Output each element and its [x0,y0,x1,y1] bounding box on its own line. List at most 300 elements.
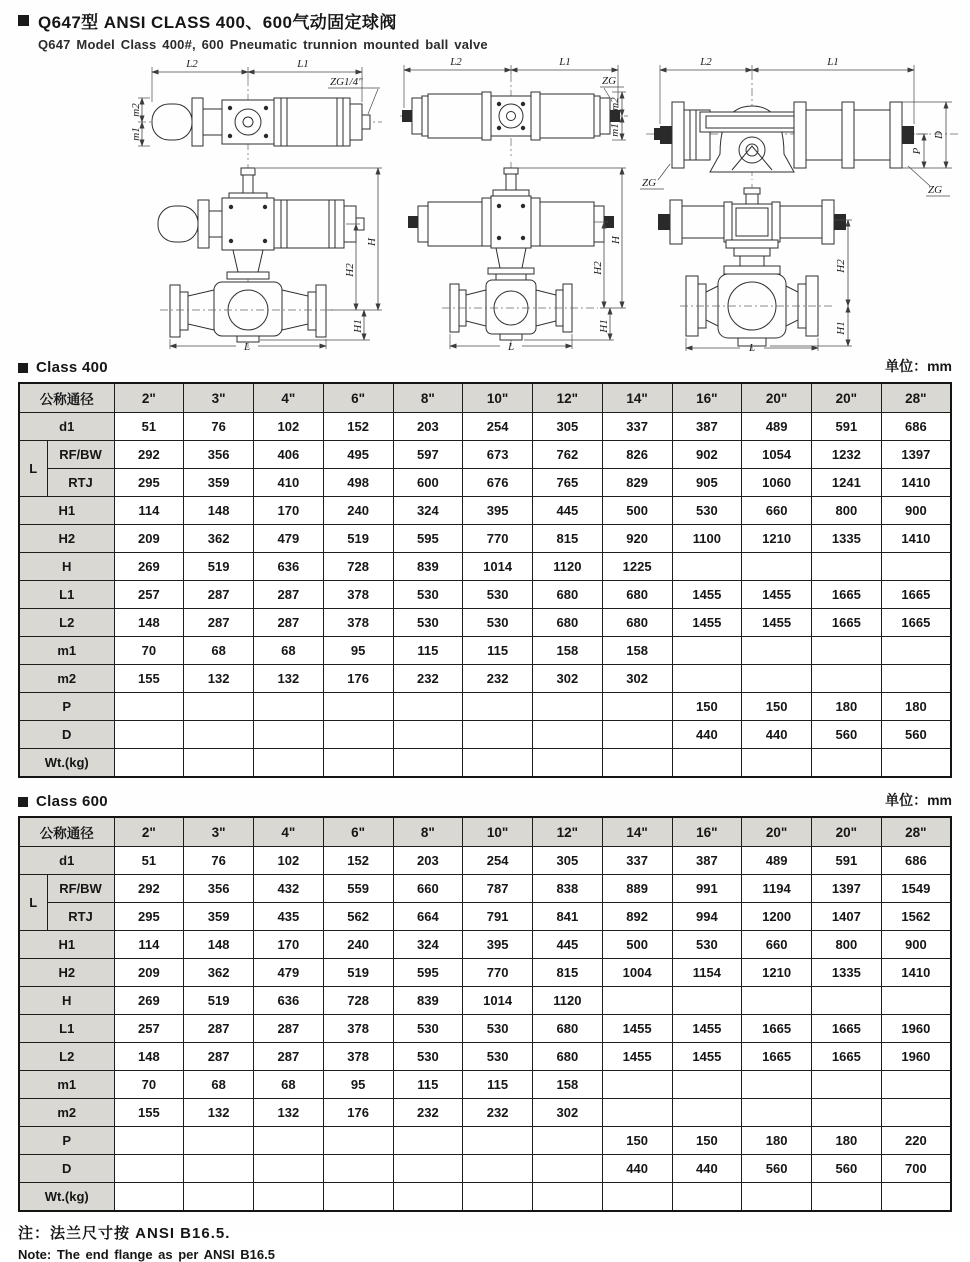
table-cell: 209 [114,525,184,553]
table-cell: 1665 [881,581,951,609]
table-cell: 158 [533,637,603,665]
table-cell: 680 [533,1043,603,1071]
table-cell: 1562 [881,903,951,931]
actuator-top-view [400,56,628,156]
table-cell [881,665,951,693]
dim-label-l2: L2 [450,56,462,68]
table-cell: 1665 [742,1043,812,1071]
row-label-group: L [19,875,47,931]
table-cell: 132 [184,1099,254,1127]
table-cell: 114 [114,497,184,525]
row-label: H1 [19,931,114,959]
table-row [19,987,951,1015]
table-cell [114,1183,184,1212]
table-cell: 595 [393,959,463,987]
table-cell: 287 [184,581,254,609]
dim-label-l: L [507,341,515,353]
table-cell: 664 [393,903,463,931]
table-cell [114,721,184,749]
table-cell: 591 [812,413,882,441]
dim-label-h: H [610,236,622,244]
table-cell [254,721,324,749]
column-header-size: 12" [533,383,603,413]
table-cell [881,749,951,778]
table-row [19,1043,951,1071]
table-cell: 180 [742,1127,812,1155]
table-cell: 765 [533,469,603,497]
table-cell: 1397 [812,875,882,903]
table-cell: 356 [184,441,254,469]
table-cell: 302 [602,665,672,693]
table-cell: 1410 [881,469,951,497]
page-header [0,0,970,52]
table-row [19,665,951,693]
table-row [19,1099,951,1127]
table-cell: 176 [323,665,393,693]
dim-label-m2: m2 [130,103,142,117]
table-cell [602,1099,672,1127]
table-cell: 95 [323,1071,393,1099]
table-cell [812,987,882,1015]
column-header-size: 8" [393,383,463,413]
table-cell: 686 [881,413,951,441]
table-cell: 841 [533,903,603,931]
table-cell: 680 [602,581,672,609]
table-cell [533,1183,603,1212]
table-cell: 180 [881,693,951,721]
table-cell: 170 [254,497,324,525]
section-header-class600 [0,790,970,810]
row-label: L2 [19,1043,114,1071]
table-cell: 905 [672,469,742,497]
row-label: L2 [19,609,114,637]
table-cell [881,1099,951,1127]
row-label: RF/BW [47,441,114,469]
table-cell: 680 [533,581,603,609]
table-row [19,497,951,525]
table-cell: 800 [812,497,882,525]
dim-label-l2: L2 [186,58,198,70]
table-cell: 180 [812,1127,882,1155]
table-cell: 440 [672,1155,742,1183]
table-cell: 1455 [602,1043,672,1071]
table-cell: 1060 [742,469,812,497]
table-cell: 432 [254,875,324,903]
column-header-size: 12" [533,817,603,847]
dim-label-zg-right: ZG [928,184,943,196]
table-cell: 232 [463,1099,533,1127]
table-cell [323,749,393,778]
table-cell: 889 [602,875,672,903]
table-cell: 1335 [812,525,882,553]
row-label: H1 [19,497,114,525]
table-cell: 559 [323,875,393,903]
row-label: H2 [19,525,114,553]
table-cell [812,637,882,665]
table-cell: 560 [812,721,882,749]
column-header-size: 14" [602,817,672,847]
table-cell: 597 [393,441,463,469]
table-cell: 240 [323,931,393,959]
table-row [19,413,951,441]
table-cell: 359 [184,903,254,931]
dim-label-p: P [911,147,923,155]
row-label: m1 [19,637,114,665]
actuator-top-view [640,56,958,196]
table-cell: 1455 [602,1015,672,1043]
table-cell: 254 [463,847,533,875]
table-cell: 530 [672,931,742,959]
row-label: m2 [19,1099,114,1127]
table-cell: 324 [393,497,463,525]
table-cell: 1014 [463,987,533,1015]
column-header-size: 3" [184,383,254,413]
column-header-size: 20" [812,383,882,413]
table-cell [533,1127,603,1155]
table-cell: 295 [114,903,184,931]
table-cell: 1210 [742,959,812,987]
table-cell: 362 [184,959,254,987]
row-label: P [19,1127,114,1155]
table-cell: 232 [393,665,463,693]
table-cell: 387 [672,847,742,875]
table-cell: 148 [184,497,254,525]
valve-front-view [408,162,626,353]
table-cell: 1120 [533,553,603,581]
row-label: P [19,693,114,721]
table-row [19,525,951,553]
table-cell: 1200 [742,903,812,931]
column-header-size: 3" [184,817,254,847]
table-cell: 1665 [812,1015,882,1043]
row-label: H [19,987,114,1015]
table-row [19,959,951,987]
table-cell: 791 [463,903,533,931]
table-cell: 560 [812,1155,882,1183]
table-cell [812,665,882,693]
table-cell: 495 [323,441,393,469]
table-cell: 70 [114,637,184,665]
table-cell: 479 [254,959,324,987]
table-cell: 991 [672,875,742,903]
table-cell: 292 [114,441,184,469]
table-row [19,1127,951,1155]
table-cell [602,693,672,721]
table-cell [672,987,742,1015]
table-cell: 176 [323,1099,393,1127]
dim-label-d: D [933,131,945,139]
table-cell [672,1071,742,1099]
row-label: m1 [19,1071,114,1099]
actuator-top-view [130,58,382,160]
table-cell: 292 [114,875,184,903]
table-cell [812,1071,882,1099]
table-cell [114,1127,184,1155]
row-label: D [19,1155,114,1183]
table-cell: 158 [602,637,672,665]
section-title-class400 [18,359,108,376]
table-cell: 1004 [602,959,672,987]
table-cell [812,749,882,778]
table-cell: 1665 [742,1015,812,1043]
table-cell: 435 [254,903,324,931]
table-cell: 445 [533,931,603,959]
table-cell: 530 [393,581,463,609]
table-cell: 68 [254,637,324,665]
table-row [19,553,951,581]
table-cell [323,1183,393,1212]
column-header-size: 8" [393,817,463,847]
table-cell: 115 [463,1071,533,1099]
valve-drawing-double-acting [398,52,630,352]
table-cell: 287 [254,581,324,609]
table-cell [602,1183,672,1212]
valve-drawing-single-acting [130,52,394,352]
table-cell: 51 [114,847,184,875]
table-cell: 1455 [672,609,742,637]
table-cell: 76 [184,847,254,875]
table-cell: 1194 [742,875,812,903]
table-cell: 1100 [672,525,742,553]
table-row [19,875,951,903]
table-cell: 787 [463,875,533,903]
table-cell: 680 [533,1015,603,1043]
table-row [19,469,951,497]
section-title-text: Class 600 [36,793,108,810]
table-cell: 257 [114,1015,184,1043]
table-cell: 762 [533,441,603,469]
table-cell: 220 [881,1127,951,1155]
table-cell [812,1099,882,1127]
table-cell [184,1155,254,1183]
row-label: RTJ [47,903,114,931]
row-label: L1 [19,1015,114,1043]
table-cell [881,637,951,665]
page-title-en: Q647 Model Class 400#, 600 Pneumatic trunnion mounted ball valve [38,37,488,52]
dim-label-zg: ZG [602,75,617,87]
table-cell: 770 [463,525,533,553]
table-cell: 378 [323,1015,393,1043]
table-cell: 479 [254,525,324,553]
table-cell: 378 [323,581,393,609]
dim-label-h: H [366,238,378,246]
table-cell: 660 [742,931,812,959]
section-title-text: Class 400 [36,359,108,376]
table-cell: 562 [323,903,393,931]
table-row [19,847,951,875]
table-cell [742,1099,812,1127]
table-cell: 132 [254,1099,324,1127]
table-cell: 1549 [881,875,951,903]
page-title-cn: Q647型 ANSI CLASS 400、600气动固定球阀 [38,13,397,32]
dim-label-h2: H2 [835,259,847,273]
table-cell: 1455 [672,1043,742,1071]
table-cell: 295 [114,469,184,497]
table-cell: 902 [672,441,742,469]
dim-label-l: L [748,342,756,354]
table-cell [602,987,672,1015]
table-cell: 829 [602,469,672,497]
column-header-size: 10" [463,383,533,413]
class-400-dimension-table [18,382,952,778]
table-cell: 1410 [881,525,951,553]
column-header-size: 20" [742,817,812,847]
table-cell [393,1127,463,1155]
column-header-size: 20" [742,383,812,413]
square-bullet-icon [18,797,28,807]
table-cell: 800 [812,931,882,959]
dim-label-l2: L2 [700,56,712,68]
table-cell [742,1183,812,1212]
dim-label-h2: H2 [592,261,604,275]
table-cell: 519 [184,553,254,581]
table-cell [393,749,463,778]
row-label: H2 [19,959,114,987]
row-label: H [19,553,114,581]
table-cell: 95 [323,637,393,665]
table-cell: 591 [812,847,882,875]
table-cell: 1665 [812,609,882,637]
table-cell: 209 [114,959,184,987]
table-cell [323,693,393,721]
column-header-size: 16" [672,817,742,847]
table-cell: 1455 [742,581,812,609]
table-cell: 150 [672,1127,742,1155]
table-cell [533,1155,603,1183]
table-cell: 826 [602,441,672,469]
corner-header: 公称通径 [19,817,114,847]
table-cell: 892 [602,903,672,931]
table-cell: 728 [323,987,393,1015]
table-cell: 302 [533,1099,603,1127]
table-cell: 152 [323,847,393,875]
table-cell: 440 [602,1155,672,1183]
table-cell: 287 [184,1043,254,1071]
table-row [19,1183,951,1212]
table-cell: 115 [393,1071,463,1099]
table-cell [184,721,254,749]
table-cell: 595 [393,525,463,553]
table-cell: 489 [742,847,812,875]
table-cell [463,721,533,749]
table-cell [742,553,812,581]
table-cell: 815 [533,525,603,553]
column-header-size: 2" [114,817,184,847]
table-row [19,931,951,959]
dim-label-l1: L1 [297,58,309,70]
table-row [19,1155,951,1183]
table-cell [881,553,951,581]
section-title-class600 [18,793,108,810]
section-header-class400 [0,356,970,376]
square-bullet-icon [18,15,29,26]
dim-label-m1: m1 [609,123,621,137]
column-header-size: 6" [323,383,393,413]
dim-label-m1: m1 [130,127,142,141]
table-cell [254,1183,324,1212]
table-cell: 1241 [812,469,882,497]
table-cell: 440 [672,721,742,749]
dim-label-h2: H2 [344,263,356,277]
table-cell [393,1155,463,1183]
table-cell: 519 [323,959,393,987]
table-cell [463,1155,533,1183]
table-cell: 68 [254,1071,324,1099]
table-cell [812,1183,882,1212]
table-cell [114,1155,184,1183]
table-cell [463,1183,533,1212]
table-cell: 387 [672,413,742,441]
table-cell [672,637,742,665]
table-cell [602,749,672,778]
table-cell: 155 [114,665,184,693]
table-row [19,1071,951,1099]
table-cell: 356 [184,875,254,903]
table-cell: 530 [672,497,742,525]
table-cell: 269 [114,553,184,581]
table-cell: 680 [533,609,603,637]
table-cell: 660 [393,875,463,903]
table-cell: 728 [323,553,393,581]
row-label: m2 [19,665,114,693]
dim-label-l1: L1 [827,56,839,68]
table-cell [254,693,324,721]
table-cell: 254 [463,413,533,441]
table-cell: 530 [463,1015,533,1043]
table-cell: 150 [602,1127,672,1155]
table-cell: 150 [672,693,742,721]
table-cell: 287 [254,1043,324,1071]
table-cell: 1225 [602,553,672,581]
table-cell: 700 [881,1155,951,1183]
table-cell: 1014 [463,553,533,581]
table-cell: 269 [114,987,184,1015]
table-row [19,693,951,721]
table-cell [672,1099,742,1127]
unit-label: 单位：mm [885,358,952,374]
table-cell: 560 [742,1155,812,1183]
table-cell: 838 [533,875,603,903]
table-cell: 287 [254,1015,324,1043]
table-cell [393,721,463,749]
table-cell [323,1127,393,1155]
table-cell: 530 [463,1043,533,1071]
table-cell: 519 [323,525,393,553]
table-cell: 636 [254,553,324,581]
table-cell: 560 [881,721,951,749]
table-cell: 1665 [812,581,882,609]
table-cell: 920 [602,525,672,553]
table-cell: 498 [323,469,393,497]
table-cell [463,749,533,778]
column-header-size: 28" [881,383,951,413]
table-cell [533,693,603,721]
table-cell: 148 [184,931,254,959]
table-cell: 839 [393,553,463,581]
table-cell: 1335 [812,959,882,987]
table-cell [672,1183,742,1212]
row-label: d1 [19,847,114,875]
table-cell: 1665 [812,1043,882,1071]
table-cell: 180 [812,693,882,721]
table-cell: 150 [742,693,812,721]
table-cell: 152 [323,413,393,441]
table-cell: 636 [254,987,324,1015]
table-cell: 900 [881,497,951,525]
table-cell: 378 [323,1043,393,1071]
dim-label-l: L [243,341,251,353]
table-cell: 337 [602,413,672,441]
